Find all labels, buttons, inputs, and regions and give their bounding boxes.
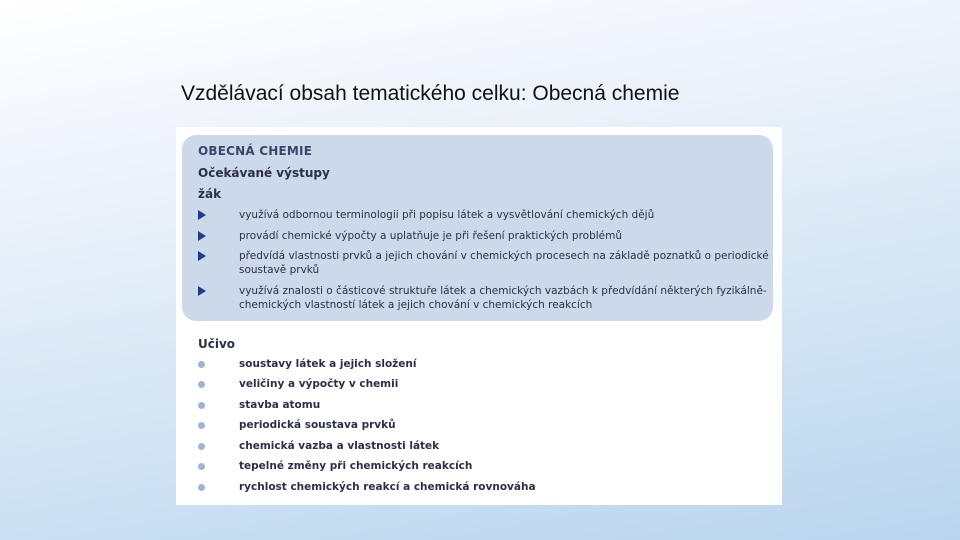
curriculum-heading: Učivo [198, 337, 236, 351]
round-bullet-icon [198, 484, 205, 491]
round-bullet-icon [198, 463, 205, 470]
round-bullet-icon [198, 361, 205, 368]
round-bullet-icon [198, 381, 205, 388]
round-bullet-icon [198, 422, 205, 429]
curriculum-item: soustavy látek a jejich složení [239, 358, 417, 370]
arrow-bullet-icon [198, 251, 206, 261]
arrow-bullet-icon [198, 286, 206, 296]
curriculum-item: periodická soustava prvků [239, 419, 396, 431]
panel-title: OBECNÁ CHEMIE [198, 144, 313, 158]
arrow-bullet-icon [198, 210, 206, 220]
outcome-item: využívá znalosti o částicové struktuře látek a chemických vazbách k předvídání některých fyzikálně- chemických vlastností látek a jejich chování v chemických reakcích [239, 285, 767, 311]
round-bullet-icon [198, 402, 205, 409]
outcome-item: využívá odbornou terminologii při popisu látek a vysvětlování chemických dějů [239, 209, 655, 221]
curriculum-item: rychlost chemických reakcí a chemická rovnováha [239, 481, 536, 493]
slide-title: Vzdělávací obsah tematického celku: Obecná chemie [181, 82, 680, 105]
curriculum-item: stavba atomu [239, 399, 321, 411]
curriculum-item: chemická vazba a vlastnosti látek [239, 440, 440, 452]
arrow-bullet-icon [198, 231, 206, 241]
curriculum-item: veličiny a výpočty v chemii [239, 378, 399, 390]
outcomes-panel [182, 135, 773, 321]
curriculum-item: tepelné změny při chemických reakcích [239, 460, 473, 472]
outcomes-heading: Očekávané výstupy [198, 166, 330, 180]
outcome-item: provádí chemické výpočty a uplatňuje je při řešení praktických problémů [239, 230, 623, 242]
outcome-item: předvídá vlastnosti prvků a jejich chování v chemických procesech na základě poznatků o periodické soustavě prvků [239, 250, 769, 276]
pupil-label: žák [198, 187, 222, 201]
round-bullet-icon [198, 443, 205, 450]
document-image [176, 127, 782, 505]
